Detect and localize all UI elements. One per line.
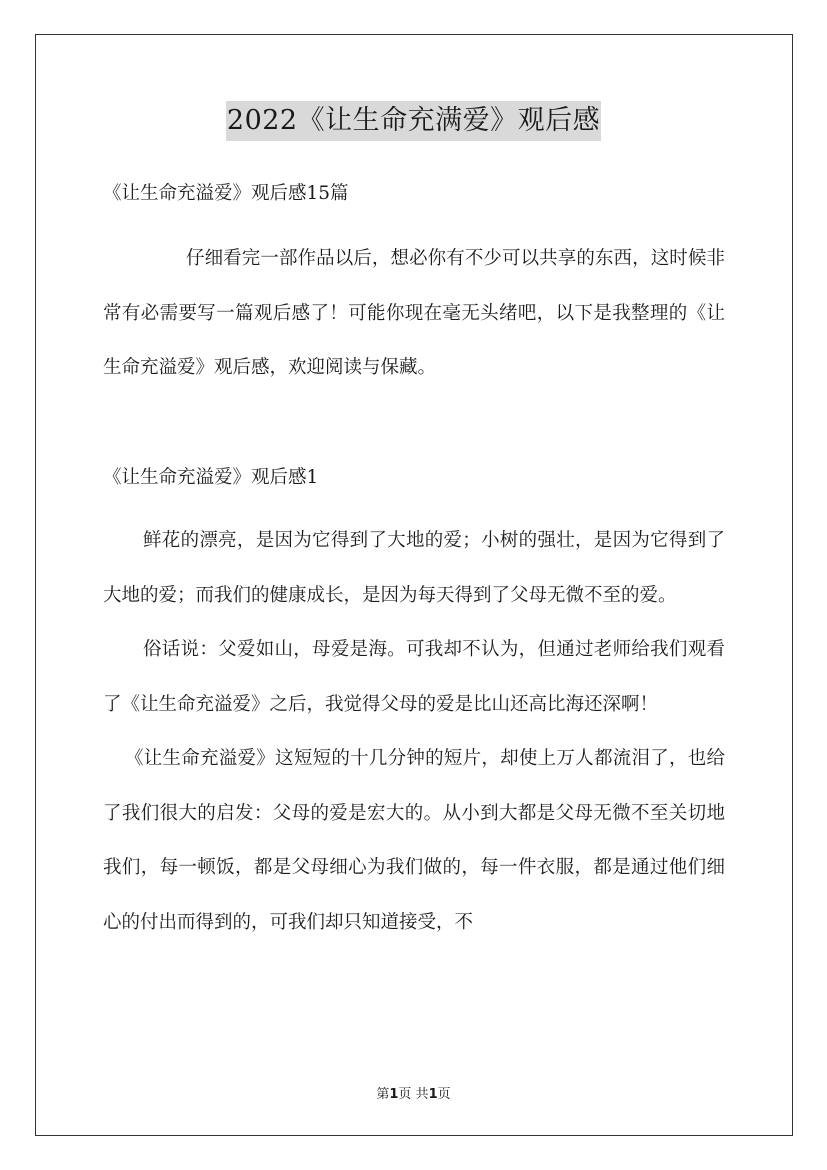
document-body bbox=[103, 176, 725, 950]
page-suffix: 页 bbox=[437, 1087, 451, 1102]
body-paragraph: 俗话说：父爱如山，母爱是海。可我却不认为，但通过老师给我们观看了《让生命充溢爱》之后，我觉得父母的爱是比山还高比海还深啊！ bbox=[103, 639, 725, 715]
section-heading: 《让生命充溢爱》观后感1 bbox=[103, 466, 319, 488]
body-paragraph: 鲜花的漂亮，是因为它得到了大地的爱；小树的强壮，是因为它得到了大地的爱；而我们的健康成长，是因为每天得到了父母无微不至的爱。 bbox=[103, 530, 725, 606]
intro-paragraph: 仔细看完一部作品以后，想必你有不少可以共享的东西，这时候非常有必需要写一篇观后感了！可能你现在毫无头绪吧，以下是我整理的《让生命充溢爱》观后感，欢迎阅读与保藏。 bbox=[103, 248, 725, 378]
page-total-number: 1 bbox=[428, 1087, 438, 1102]
page-mid: 页 共 bbox=[398, 1087, 429, 1102]
document-subtitle: 《让生命充溢爱》观后感15篇 bbox=[103, 183, 349, 204]
page-prefix: 第 bbox=[376, 1087, 390, 1102]
page-footer bbox=[0, 1083, 827, 1102]
title-container bbox=[0, 101, 827, 141]
page-current-number: 1 bbox=[389, 1087, 399, 1102]
body-paragraph: 《让生命充溢爱》这短短的十几分钟的短片，却使上万人都流泪了，也给了我们很大的启发：父母的爱是宏大的。从小到大都是父母无微不至关切地我们，每一顿饭，都是父母细心为我们做的，每一件衣服，都是通过他们细心的付出而得到的，可我们却只知道接受，不 bbox=[103, 748, 725, 933]
document-title: 2022《让生命充满爱》观后感 bbox=[226, 101, 601, 141]
